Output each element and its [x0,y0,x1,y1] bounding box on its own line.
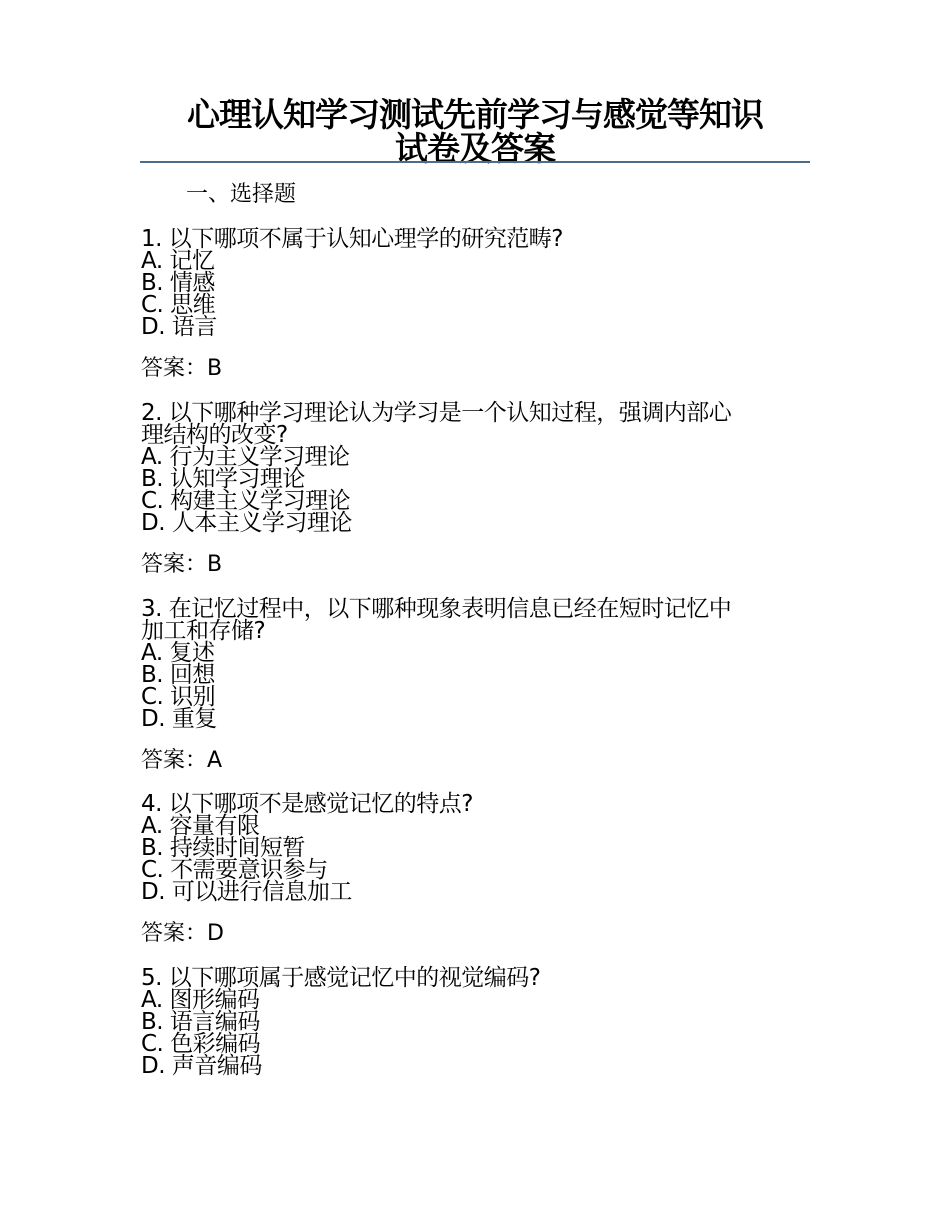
option: B. 回想 [141,662,215,688]
question-stem: 4. 以下哪项不是感觉记忆的特点? [141,791,473,817]
option: A. 图形编码 [141,987,260,1013]
question-stem: 3. 在记忆过程中，以下哪种现象表明信息已经在短时记忆中 [141,596,732,622]
title-line-1: 心理认知学习测试先前学习与感觉等知识 [187,95,763,134]
option: A. 记忆 [141,248,215,274]
answer-3: 答案：A [141,748,223,773]
question-stem-continued: 加工和存储? [141,618,266,644]
question-4 [141,793,821,903]
option: A. 容量有限 [141,813,260,839]
option: B. 情感 [141,270,215,296]
option: A. 复述 [141,640,215,666]
option: C. 思维 [141,292,216,318]
question-3 [141,598,821,730]
section-heading: 一、选择题 [186,182,297,207]
answer-2: 答案：B [141,552,223,577]
option: C. 构建主义学习理论 [141,488,351,514]
question-5 [141,967,821,1077]
title-underline [140,161,810,163]
question-2 [141,402,821,534]
option: C. 识别 [141,684,216,710]
question-1 [141,228,821,338]
answer-1: 答案：B [141,356,223,381]
question-stem: 1. 以下哪项不属于认知心理学的研究范畴? [141,226,563,252]
option: B. 持续时间短暂 [141,835,305,861]
option: C. 不需要意识参与 [141,857,328,883]
option: D. 可以进行信息加工 [141,879,352,905]
option: B. 语言编码 [141,1009,260,1035]
question-stem: 5. 以下哪项属于感觉记忆中的视觉编码? [141,965,541,991]
answer-4: 答案：D [141,921,224,946]
option: D. 语言 [141,314,217,340]
option: C. 色彩编码 [141,1031,261,1057]
title-line-2: 试卷及答案 [395,129,555,168]
document-title [140,95,810,168]
question-stem-continued: 理结构的改变? [141,422,288,448]
option: D. 声音编码 [141,1053,262,1079]
question-stem: 2. 以下哪种学习理论认为学习是一个认知过程，强调内部心 [141,400,732,426]
option: B. 认知学习理论 [141,466,305,492]
option: D. 人本主义学习理论 [141,510,352,536]
option: A. 行为主义学习理论 [141,444,350,470]
option: D. 重复 [141,706,217,732]
